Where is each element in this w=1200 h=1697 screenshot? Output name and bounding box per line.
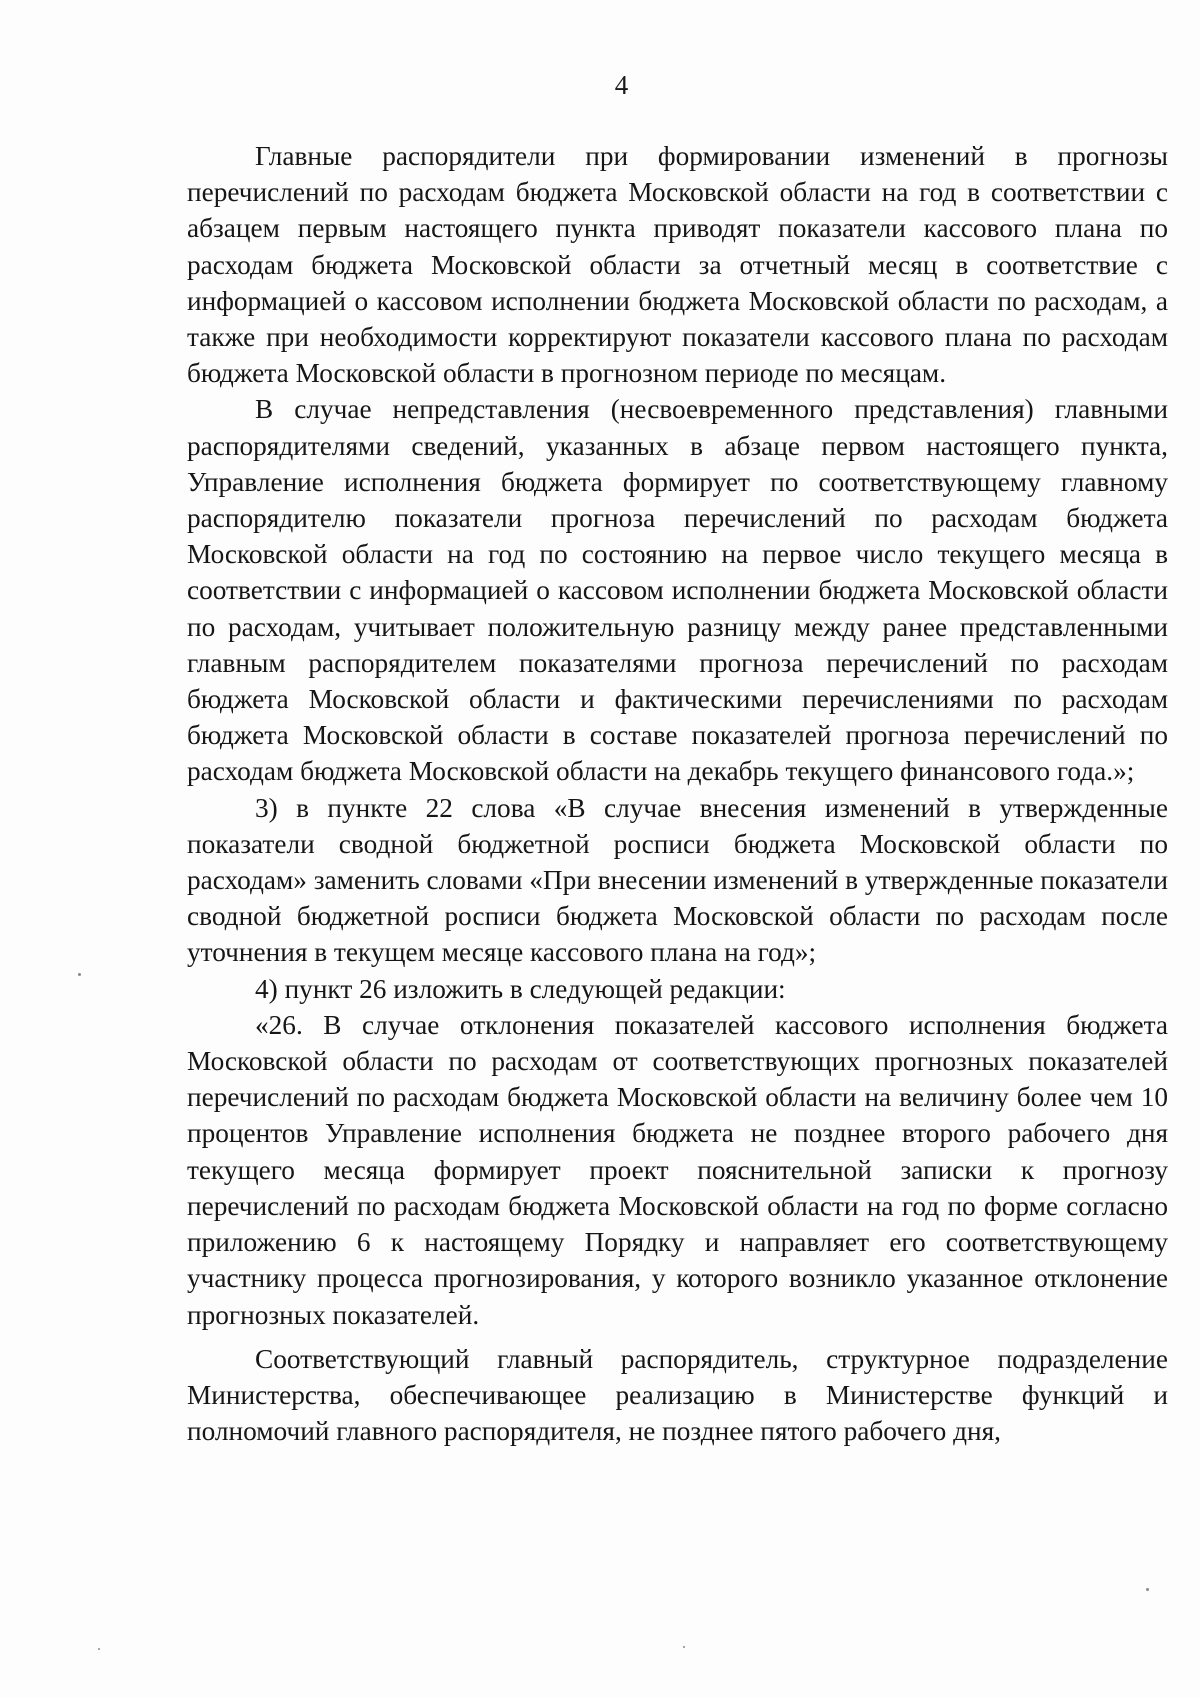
- scan-speck: [78, 973, 81, 976]
- paragraph-item-3: 3) в пункте 22 слова «В случае внесения изменений в утвержденные показатели сводной бюджетной росписи бюджета Московской области по расходам» заменить словами «При внесении изменений в утвержденные показатели сводной бюджетной росписи бюджета Московской области по расходам после уточнения в текущем месяце кассового плана на год»;: [187, 792, 1168, 968]
- page-number: 4: [614, 70, 629, 100]
- document-body: [187, 138, 1168, 1449]
- paragraph-item-4: 4) пункт 26 изложить в следующей редакции:: [255, 973, 786, 1004]
- scan-speck: [98, 1648, 100, 1650]
- paragraph-main-managers: Главные распорядители при формировании изменений в прогнозы перечислений по расходам бюджета Московской области на год в соответствии с абзацем первым настоящего пункта приводят показатели кассового плана по расходам бюджета Московской области за отчетный месяц в соответствие с информацией о кассовом исполнении бюджета Московской области по расходам, а также при необходимости корректируют показатели кассового плана по расходам бюджета Московской области в прогнозном периоде по месяцам.: [187, 141, 1168, 389]
- scan-speck: [1146, 1588, 1149, 1591]
- paragraph-item-26: «26. В случае отклонения показателей кассового исполнения бюджета Московской области по расходам от соответствующих прогнозных показателей перечислений по расходам бюджета Московской области на величину более чем 10 процентов Управление исполнения бюджета не позднее второго рабочего дня текущего месяца формирует проект пояснительной записки к прогнозу перечислений по расходам бюджета Московской области на год по форме согласно приложению 6 к настоящему Порядку и направляет его соответствующему участнику процесса прогнозирования, у которого возникло указанное отклонение прогнозных показателей.: [187, 1009, 1168, 1330]
- scan-speck: [683, 1646, 685, 1648]
- paragraph-corresponding-manager: Соответствующий главный распорядитель, структурное подразделение Министерства, обеспечивающее реализацию в Министерстве функций и полномочий главного распорядителя, не позднее пятого рабочего дня,: [187, 1343, 1168, 1447]
- paragraph-non-submission: В случае непредставления (несвоевременного представления) главными распорядителями сведений, указанных в абзаце первом настоящего пункта, Управление исполнения бюджета формирует по соответствующему главному распорядителю показатели прогноза перечислений по расходам бюджета Московской области на год по состоянию на первое число текущего месяца в соответствии с информацией о кассовом исполнении бюджета Московской области по расходам, учитывает положительную разницу между ранее представленными главным распорядителем показателями прогноза перечислений по расходам бюджета Московской области и фактическими перечислениями по расходам бюджета Московской области в составе показателей прогноза перечислений по расходам бюджета Московской области на декабрь текущего финансового года.»;: [187, 394, 1168, 787]
